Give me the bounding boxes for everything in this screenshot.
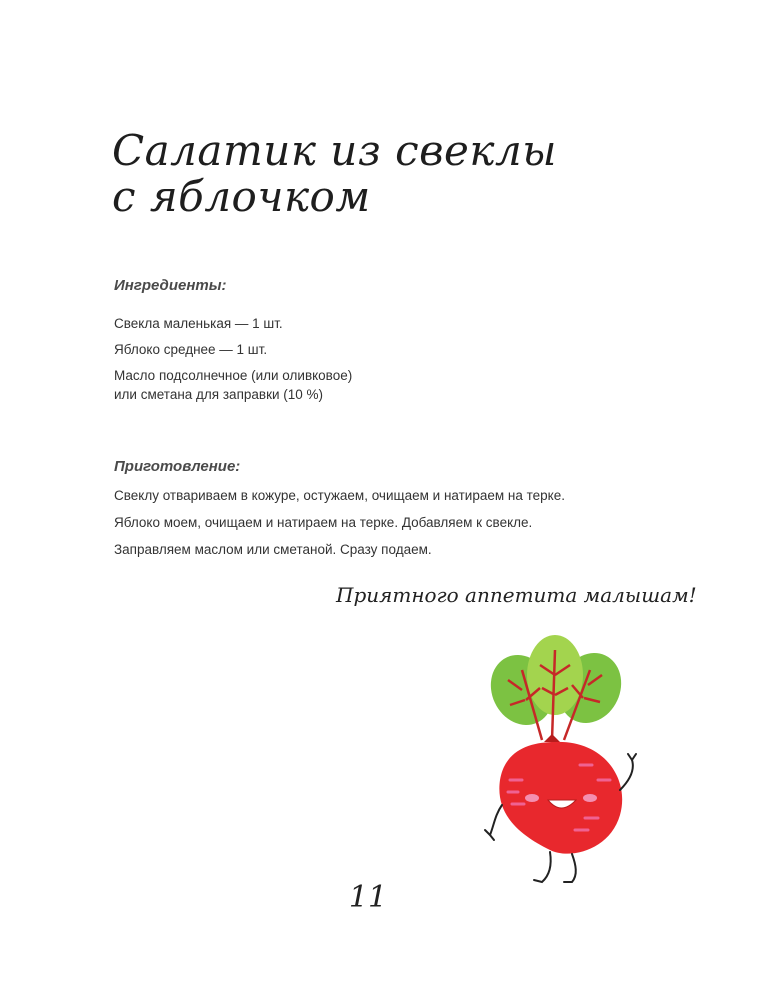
preparation-heading: Приготовление:	[114, 458, 241, 475]
recipe-title-line-2: с яблочком	[112, 172, 371, 221]
preparation-step: Яблоко моем, очищаем и натираем на терке. Добавляем к свекле.	[114, 515, 533, 530]
beet-body	[499, 742, 622, 854]
ingredient-item: Свекла маленькая — 1 шт.	[114, 316, 283, 331]
ingredient-item-continued: или сметана для заправки (10 %)	[114, 387, 324, 402]
recipe-title-line-1: Салатик из свеклы	[112, 126, 557, 175]
beet-character-illustration	[480, 630, 650, 890]
beet-leaves	[480, 635, 632, 740]
ingredient-item: Яблоко среднее — 1 шт.	[114, 342, 268, 357]
ingredients-heading: Ингредиенты:	[114, 277, 227, 294]
preparation-step: Заправляем маслом или сметаной. Сразу подаем.	[114, 542, 432, 557]
preparation-step: Свеклу отвариваем в кожуре, остужаем, очищаем и натираем на терке.	[114, 488, 565, 503]
ingredient-item: Масло подсолнечное (или оливковое)	[114, 368, 353, 383]
bon-appetit-note: Приятного аппетита малышам!	[336, 583, 697, 607]
page-number: 11	[348, 880, 388, 915]
recipe-title	[112, 128, 672, 220]
